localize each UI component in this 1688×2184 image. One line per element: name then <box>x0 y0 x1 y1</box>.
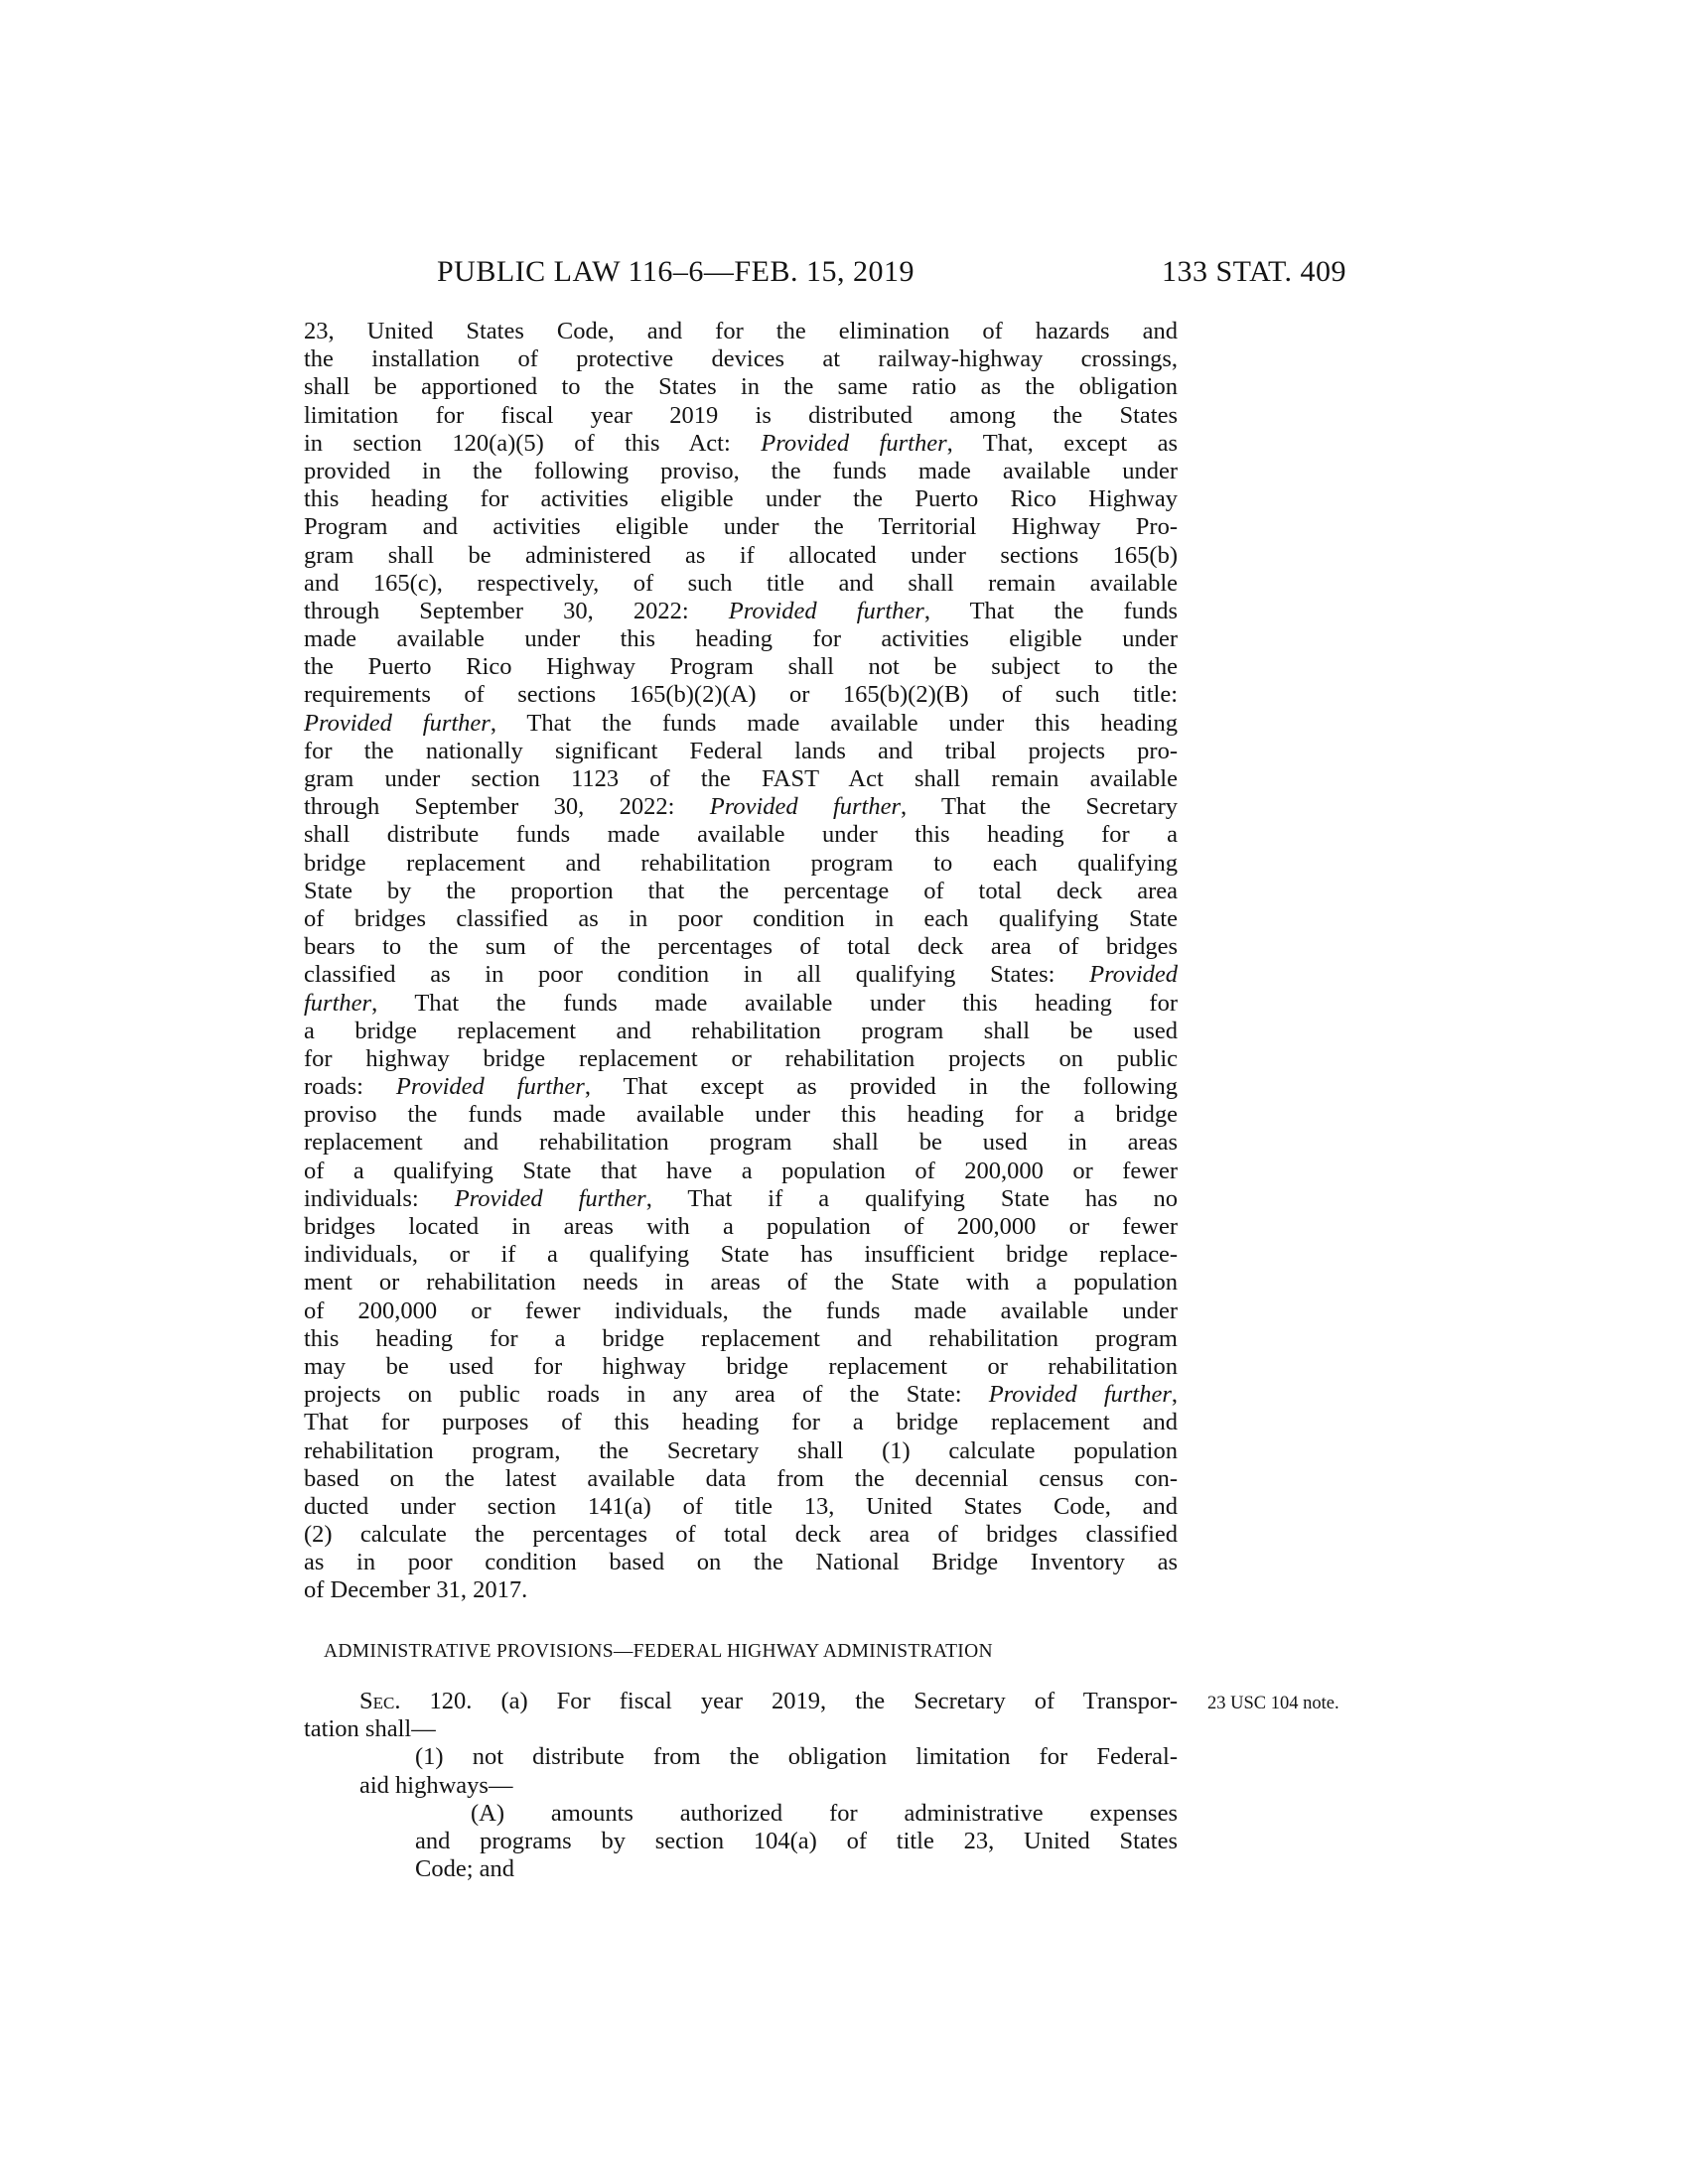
text-line <box>304 1297 1178 1325</box>
text-line <box>304 1158 1178 1185</box>
line-text: individuals: <box>304 1184 419 1212</box>
text-line <box>304 1045 1178 1073</box>
line-text: gram under section 1123 of the FAST Act shall remain available <box>304 765 1178 792</box>
line-text: replacement and rehabilitation program shall be used in areas <box>304 1129 1178 1157</box>
text-line <box>304 1409 1178 1436</box>
line-text: made available under this heading for activities eligible under <box>304 625 1178 653</box>
line-text: ment or rehabilitation needs in areas of the State with a population <box>304 1269 1178 1297</box>
line-text: this heading for activities eligible under the Puerto Rico Highway <box>304 485 1178 513</box>
text-line <box>304 485 1178 513</box>
line-text: through September 30, 2022: <box>304 793 675 821</box>
italic-proviso: Provided further <box>728 597 924 624</box>
text-line <box>304 961 1178 989</box>
sec-line-1-text: 120. (a) For fiscal year 2019, the Secretary of Transpor- <box>400 1688 1178 1714</box>
line-text: through September 30, 2022: <box>304 597 689 624</box>
italic-proviso: Provided further <box>395 1073 585 1101</box>
sec-label: Sec. <box>359 1688 401 1714</box>
line-text: , That the funds made available under this heading <box>490 709 1178 737</box>
line-text: shall be apportioned to the States in the same ratio as the obligation <box>304 373 1178 401</box>
text-line <box>304 542 1178 570</box>
text-line <box>304 1101 1178 1129</box>
italic-proviso: further <box>304 989 372 1017</box>
line-text: , That except as provided in the following <box>584 1073 1179 1101</box>
text-line <box>304 1241 1178 1269</box>
line-text: rehabilitation program, the Secretary shall (1) calculate population <box>304 1436 1178 1464</box>
sec-line-1 <box>304 1688 1178 1715</box>
text-line <box>304 1269 1178 1297</box>
line-text: , That if a qualifying State has no <box>645 1184 1179 1212</box>
italic-proviso: Provided further <box>709 793 902 821</box>
running-head <box>0 252 1688 292</box>
body-text <box>304 318 1178 1605</box>
line-text: , <box>1171 1381 1178 1409</box>
line-text: bears to the sum of the percentages of total deck area of bridges <box>304 933 1178 961</box>
line-text: bridges located in areas with a population of 200,000 or fewer <box>304 1213 1178 1240</box>
text-line <box>304 821 1178 849</box>
margin-note: 23 USC 104 note. <box>1207 1694 1339 1713</box>
line-text: and 165(c), respectively, of such title and shall remain available <box>304 569 1178 597</box>
line-text: , That, except as <box>946 429 1179 457</box>
text-line <box>304 850 1178 878</box>
text-line <box>304 570 1178 598</box>
text-line <box>304 933 1178 961</box>
line-text: a bridge replacement and rehabilitation program shall be used <box>304 1017 1178 1044</box>
line-text: shall distribute funds made available under this heading for a <box>304 821 1178 849</box>
item-a-line-3: Code; and <box>415 1855 515 1883</box>
line-text: this heading for a bridge replacement and rehabilitation program <box>304 1324 1178 1352</box>
text-line <box>304 738 1178 765</box>
item-a-line-1: (A) amounts authorized for administrative expenses <box>471 1799 1178 1827</box>
italic-proviso: Provided further <box>988 1381 1172 1409</box>
text-line <box>304 990 1178 1018</box>
line-text: proviso the funds made available under this heading for a bridge <box>304 1101 1178 1129</box>
line-text: requirements of sections 165(b)(2)(A) or 165(b)(2)(B) of such title: <box>304 681 1178 709</box>
text-line <box>304 653 1178 681</box>
text-line <box>304 1549 1178 1576</box>
item-a-line-2: and programs by section 104(a) of title 23, United States <box>415 1827 1178 1854</box>
text-line <box>304 1185 1178 1213</box>
text-line <box>304 1073 1178 1101</box>
line-text: projects on public roads in any area of the State: <box>304 1381 962 1409</box>
text-line <box>304 1521 1178 1549</box>
text-line <box>304 430 1178 458</box>
text-line <box>304 765 1178 793</box>
text-line <box>304 710 1178 738</box>
line-text: limitation for fiscal year 2019 is distributed among the States <box>304 401 1178 429</box>
text-line <box>304 905 1178 933</box>
line-text: as in poor condition based on the National Bridge Inventory as <box>304 1549 1178 1576</box>
line-text: ducted under section 141(a) of title 13, United States Code, and <box>304 1492 1178 1520</box>
text-line <box>304 1325 1178 1353</box>
line-text: of bridges classified as in poor condition in each qualifying State <box>304 904 1178 932</box>
sec-line-2: tation shall— <box>304 1715 436 1743</box>
running-title: PUBLIC LAW 116–6—FEB. 15, 2019 <box>437 255 914 288</box>
line-text: for the nationally significant Federal lands and tribal projects pro- <box>304 737 1178 764</box>
italic-proviso: Provided further <box>304 709 491 737</box>
line-text: of a qualifying State that have a population of 200,000 or fewer <box>304 1157 1178 1184</box>
text-line <box>304 1437 1178 1465</box>
line-text: for highway bridge replacement or rehabilitation projects on public <box>304 1044 1178 1072</box>
line-text: , That the Secretary <box>901 793 1179 821</box>
text-line <box>304 1018 1178 1045</box>
line-text: That for purposes of this heading for a bridge replacement and <box>304 1409 1178 1436</box>
page-number: 133 STAT. 409 <box>1162 255 1347 288</box>
text-line <box>304 345 1178 373</box>
text-line <box>304 402 1178 430</box>
line-text: may be used for highway bridge replacement or rehabilitation <box>304 1352 1178 1380</box>
text-line <box>304 598 1178 625</box>
line-text: provided in the following proviso, the funds made available under <box>304 457 1178 484</box>
line-text: Program and activities eligible under the Territorial Highway Pro- <box>304 513 1178 541</box>
line-text: the installation of protective devices at railway-highway crossings, <box>304 345 1178 373</box>
line-text: classified as in poor condition in all qualifying States: <box>304 961 1055 989</box>
line-text: gram shall be administered as if allocated under sections 165(b) <box>304 541 1178 569</box>
line-text: , That the funds <box>923 597 1179 624</box>
line-text: , That the funds made available under this heading for <box>371 989 1178 1017</box>
text-line <box>304 1493 1178 1521</box>
line-text: 23, United States Code, and for the elimination of hazards and <box>304 318 1178 344</box>
item-1-line-2: aid highways— <box>359 1771 513 1799</box>
text-line <box>304 1465 1178 1493</box>
text-line <box>304 513 1178 541</box>
italic-proviso: Provided further <box>454 1184 646 1212</box>
text-line <box>304 878 1178 905</box>
italic-proviso: Provided <box>1089 961 1179 989</box>
line-text: the Puerto Rico Highway Program shall not be subject to the <box>304 653 1178 681</box>
line-text: based on the latest available data from the decennial census con- <box>304 1464 1178 1492</box>
line-text: (2) calculate the percentages of total deck area of bridges classified <box>304 1521 1178 1549</box>
text-line <box>304 1129 1178 1157</box>
italic-proviso: Provided further <box>761 429 947 457</box>
text-line <box>304 318 1178 345</box>
text-line <box>304 681 1178 709</box>
text-line <box>304 1213 1178 1241</box>
item-1-line-1: (1) not distribute from the obligation limitation for Federal- <box>415 1743 1178 1771</box>
text-line <box>304 625 1178 653</box>
text-line <box>304 1353 1178 1381</box>
text-line <box>304 1576 1178 1604</box>
line-text: of December 31, 2017. <box>304 1576 528 1604</box>
line-text: roads: <box>304 1073 363 1101</box>
line-text: bridge replacement and rehabilitation program to each qualifying <box>304 849 1178 877</box>
section-heading: ADMINISTRATIVE PROVISIONS—FEDERAL HIGHWAY ADMINISTRATION <box>324 1641 993 1662</box>
text-line <box>304 373 1178 401</box>
text-line <box>304 1381 1178 1409</box>
text-line <box>304 458 1178 485</box>
line-text: of 200,000 or fewer individuals, the funds made available under <box>304 1297 1178 1324</box>
line-text: State by the proportion that the percentage of total deck area <box>304 877 1178 904</box>
line-text: in section 120(a)(5) of this Act: <box>304 429 731 457</box>
section-120 <box>304 1688 1178 1883</box>
text-line <box>304 793 1178 821</box>
line-text: individuals, or if a qualifying State has insufficient bridge replace- <box>304 1241 1178 1269</box>
